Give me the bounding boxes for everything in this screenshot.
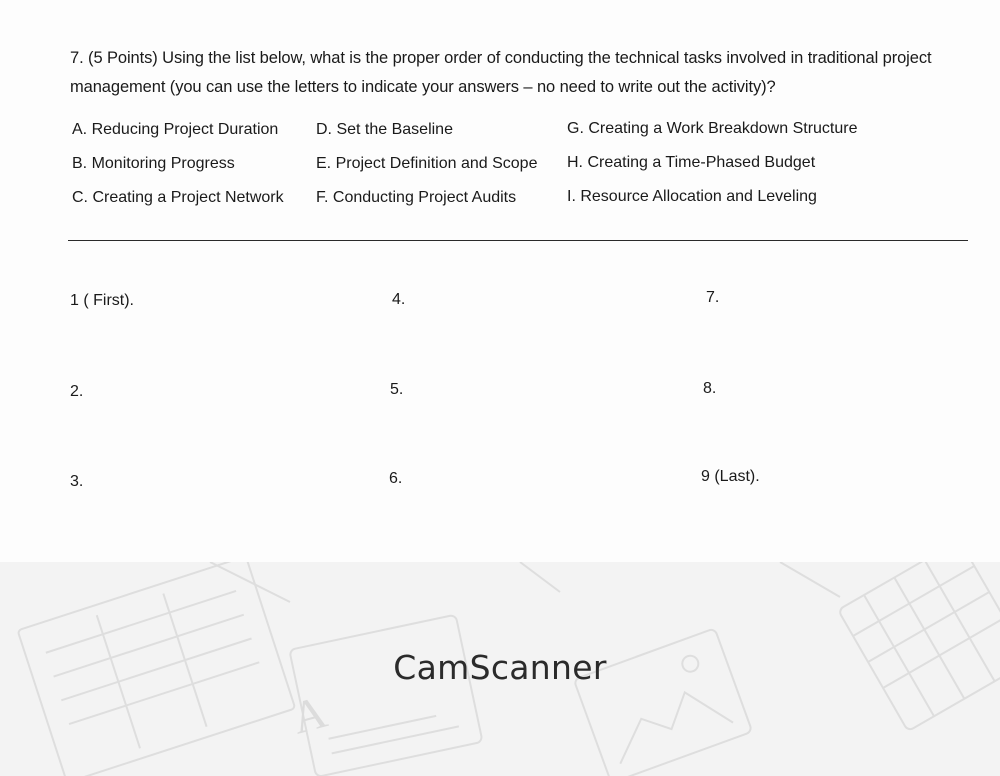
svg-text:A: A	[286, 685, 332, 744]
camscanner-brand-text: CamScanner	[393, 648, 607, 687]
option-b: B. Monitoring Progress	[72, 155, 235, 172]
option-i: I. Resource Allocation and Leveling	[567, 188, 817, 205]
answer-slot-3: 3.	[70, 473, 84, 490]
divider-line	[68, 240, 968, 241]
option-a: A. Reducing Project Duration	[72, 121, 279, 138]
option-d: D. Set the Baseline	[316, 121, 453, 138]
answer-slot-9: 9 (Last).	[701, 468, 760, 485]
answer-slot-2: 2.	[70, 383, 84, 400]
option-h: H. Creating a Time-Phased Budget	[567, 154, 816, 171]
option-e: E. Project Definition and Scope	[316, 155, 538, 172]
answer-slot-1: 1 ( First).	[70, 292, 134, 309]
question-text: 7. (5 Points) Using the list below, what is the proper order of conducting the technical tasks involved in traditional project management (you can use the letters to indicate your answers – no need to write out the activity)?	[70, 49, 932, 96]
answer-slot-7: 7.	[706, 289, 720, 306]
answer-slot-6: 6.	[389, 470, 403, 487]
answer-slot-4: 4.	[392, 291, 406, 308]
option-f: F. Conducting Project Audits	[316, 189, 517, 206]
answer-slot-8: 8.	[703, 380, 717, 397]
option-c: C. Creating a Project Network	[72, 189, 284, 206]
answer-slot-5: 5.	[390, 381, 404, 398]
camscanner-watermark	[0, 562, 1000, 776]
option-g: G. Creating a Work Breakdown Structure	[567, 120, 858, 137]
